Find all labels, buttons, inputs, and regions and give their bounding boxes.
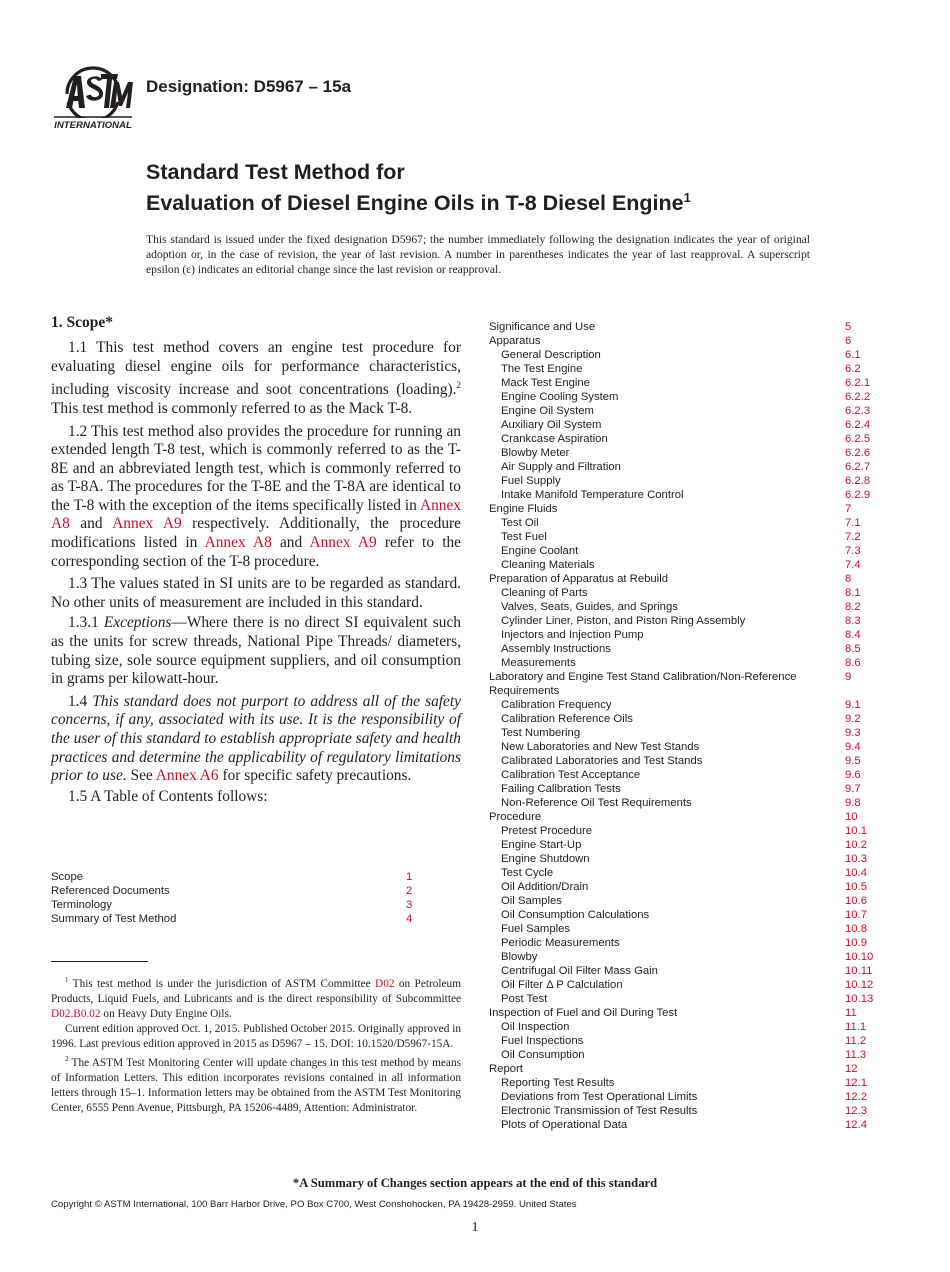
p14-italic: This standard does not purport to address all of the safety concerns, if any, associated with its use. It is the responsibility of the user of this standard to establish appropriate safety and health practices and determine the applicability of regulatory limitations prior to use. — [51, 692, 461, 785]
toc-entry-section-link[interactable]: 9.2 — [845, 713, 861, 725]
toc-entry-label: Oil Consumption Calculations — [501, 909, 650, 921]
toc-entry-section-link[interactable]: 10.10 — [845, 951, 874, 963]
p12-text-d: and — [271, 534, 310, 552]
toc-entry-label: Referenced Documents — [51, 885, 170, 897]
title-line-1: Standard Test Method for — [146, 160, 405, 184]
toc-entry-section-link[interactable]: 8.5 — [845, 643, 861, 655]
toc-entry-label: Intake Manifold Temperature Control — [501, 489, 684, 501]
title-line-2-text: Evaluation of Diesel Engine Oils in T-8 Diesel Engine — [146, 191, 684, 216]
p14-text-b: See — [126, 767, 156, 785]
toc-entry — [489, 376, 909, 390]
toc-entry-label: Centrifugal Oil Filter Mass Gain — [501, 965, 658, 977]
logo-wordmark: INTERNATIONAL — [54, 120, 132, 131]
toc-entry-section-link[interactable]: 10.5 — [845, 881, 867, 893]
toc-entry-label: Oil Samples — [501, 895, 562, 907]
toc-entry-label: Failing Calibration Tests — [501, 783, 621, 795]
toc-entry — [489, 628, 909, 642]
toc-entry-label: Cleaning Materials — [501, 559, 595, 571]
fn1-text-b: on Petroleum Products, Liquid Fuels, and Lubricants and is the direct responsibility of Subcommittee — [51, 977, 461, 1005]
toc-entry-section-link[interactable]: 9.7 — [845, 783, 861, 795]
toc-entry — [489, 656, 909, 670]
toc-entry-section-link[interactable]: 10.12 — [845, 979, 874, 991]
toc-entry-section-link[interactable]: 9.3 — [845, 727, 861, 739]
annex-a8-link[interactable]: Annex A8 — [51, 496, 461, 533]
footnotes — [51, 973, 461, 1116]
annex-a8-link-2[interactable]: Annex A8 — [204, 534, 272, 552]
toc-entry-label: Assembly Instructions — [501, 643, 611, 655]
toc-entry-section-link[interactable]: 6.2.1 — [845, 377, 871, 389]
p131-italic: Exceptions — [103, 614, 172, 632]
footnote-1 — [51, 973, 461, 1022]
toc-entry — [489, 362, 909, 376]
toc-entry-section-link[interactable]: 3 — [406, 899, 413, 911]
toc-entry-label: Oil Consumption — [501, 1049, 585, 1061]
toc-entry — [489, 908, 909, 922]
toc-entry — [51, 884, 416, 898]
toc-entry — [489, 712, 909, 726]
toc-entry — [489, 614, 909, 628]
toc-entry-section-link[interactable]: 12 — [845, 1063, 858, 1075]
annex-a9-link-2[interactable]: Annex A9 — [309, 534, 377, 552]
toc-entry — [489, 992, 909, 1006]
toc-entry-section-link[interactable]: 10.13 — [845, 993, 874, 1005]
toc-entry-section-link[interactable]: 6.2.9 — [845, 489, 871, 501]
footnote-2-mark: 2 — [65, 1054, 69, 1063]
toc-entry-section-link[interactable]: 2 — [406, 885, 413, 897]
toc-entry-section-link[interactable]: 10.2 — [845, 839, 867, 851]
toc-entry-section-link[interactable]: 8.3 — [845, 615, 861, 627]
toc-entry — [489, 1104, 909, 1118]
toc-entry — [51, 912, 416, 926]
toc-entry — [489, 460, 909, 474]
toc-entry-label: Procedure — [489, 811, 542, 823]
toc-entry-section-link[interactable]: 9.6 — [845, 769, 861, 781]
toc-entry-label: Summary of Test Method — [51, 913, 177, 925]
toc-entry-label: Engine Coolant — [501, 545, 579, 557]
toc-entry-section-link[interactable]: 10.1 — [845, 825, 867, 837]
toc-entry-section-link[interactable]: 6.2.2 — [845, 391, 871, 403]
toc-entry — [489, 1006, 909, 1020]
title-line-2 — [146, 185, 691, 216]
toc-entry-label: Post Test — [501, 993, 548, 1005]
committee-d02-link[interactable]: D02 — [375, 977, 395, 990]
toc-entry-label: Valves, Seats, Guides, and Springs — [501, 601, 678, 613]
toc-entry-label: Oil Inspection — [501, 1021, 570, 1033]
toc-entry-label: Electronic Transmission of Test Results — [501, 1105, 698, 1117]
toc-entry-label: Engine Cooling System — [501, 391, 619, 403]
toc-entry-section-link[interactable]: 7 — [845, 503, 852, 515]
toc-entry-section-link[interactable]: 12.2 — [845, 1091, 867, 1103]
toc-entry — [489, 782, 909, 796]
toc-entry-section-link[interactable]: 8.6 — [845, 657, 861, 669]
toc-entry — [489, 726, 909, 740]
toc-entry — [489, 964, 909, 978]
subcommittee-link[interactable]: D02.B0.02 — [51, 1007, 101, 1020]
toc-entry — [489, 642, 909, 656]
toc-entry — [489, 922, 909, 936]
toc-entry — [489, 600, 909, 614]
toc-entry — [489, 558, 909, 572]
toc-entry-section-link[interactable]: 10.6 — [845, 895, 867, 907]
toc-entry-label: Measurements — [501, 657, 576, 669]
toc-entry-section-link[interactable]: 5 — [845, 321, 852, 333]
p12-text-e: refer to the corresponding section of the T-8 procedure. — [51, 534, 461, 570]
toc-entry — [489, 1118, 909, 1132]
toc-entry-section-link[interactable]: 6.2.3 — [845, 405, 871, 417]
toc-entry-section-link[interactable]: 8 — [845, 573, 852, 585]
p131-num: 1.3.1 — [68, 614, 104, 632]
p14-text-c: for specific safety precautions. — [218, 767, 412, 785]
toc-entry-label: Mack Test Engine — [501, 377, 590, 389]
astm-logo — [52, 62, 134, 132]
toc-entry-section-link[interactable]: 9.1 — [845, 699, 861, 711]
toc-entry-label: New Laboratories and New Test Stands — [501, 741, 700, 753]
toc-entry-section-link[interactable]: 7.4 — [845, 559, 861, 571]
toc-entry — [489, 1020, 909, 1034]
toc-entry-label: Calibration Reference Oils — [501, 713, 633, 725]
toc-entry-section-link[interactable]: 10.11 — [845, 965, 873, 977]
toc-entry-section-link[interactable]: 7.3 — [845, 545, 861, 557]
toc-entry-section-link[interactable]: 7.1 — [845, 517, 861, 529]
toc-entry-section-link[interactable]: 11.1 — [845, 1021, 867, 1033]
toc-entry-label: Pretest Procedure — [501, 825, 593, 837]
fn2-text: The ASTM Test Monitoring Center will update changes in this test method by means of Information Letters. This edition incorporates revisions contained in all information letters through 15–1. Information letters may be obtained from the ASTM Test Monitoring Center, 6555 Penn Avenue, Pittsburgh, PA 15206-4489, Attention: Administrator. — [51, 1056, 461, 1114]
toc-entry-section-link[interactable]: 4 — [406, 913, 413, 925]
toc-entry — [489, 390, 909, 404]
toc-entry-section-link[interactable]: 1 — [406, 871, 413, 883]
toc-entry-label: Fuel Samples — [501, 923, 571, 935]
toc-entry — [489, 530, 909, 544]
designation: Designation: D5967 – 15a — [146, 77, 352, 96]
toc-entry-label: Calibrated Laboratories and Test Stands — [501, 755, 703, 767]
toc-entry-label: Engine Start-Up — [501, 839, 582, 851]
toc-entry-label: Terminology — [51, 899, 112, 911]
p14-num: 1.4 — [68, 692, 93, 710]
toc-entry-label: Reporting Test Results — [501, 1077, 615, 1089]
toc-entry — [489, 810, 909, 824]
fn1-text-a: This test method is under the jurisdiction of ASTM Committee — [68, 977, 376, 990]
annex-a9-link[interactable]: Annex A9 — [112, 515, 182, 533]
toc-entry-section-link[interactable]: 11.3 — [845, 1049, 867, 1061]
toc-entry — [489, 1048, 909, 1062]
toc-entry — [489, 432, 909, 446]
toc-entry-section-link[interactable]: 12.4 — [845, 1119, 867, 1131]
page-number: 1 — [471, 1220, 479, 1235]
toc-entry — [489, 334, 909, 348]
toc-entry-label: Deviations from Test Operational Limits — [501, 1091, 698, 1103]
toc-entry-section-link[interactable]: 10.9 — [845, 937, 867, 949]
toc-entry-section-link[interactable]: 6.2.4 — [845, 419, 871, 431]
toc-entry-label: Test Numbering — [501, 727, 581, 739]
toc-entry-section-link[interactable]: 8.4 — [845, 629, 861, 641]
toc-entry-section-link[interactable]: 10.7 — [845, 909, 867, 921]
toc-entry-label: Test Fuel — [501, 531, 547, 543]
toc-entry — [489, 516, 909, 530]
annex-a6-link[interactable]: Annex A6 — [155, 767, 219, 785]
toc-entry-label: Laboratory and Engine Test Stand Calibration/Non-Reference Requirements — [489, 671, 797, 697]
toc-entry — [489, 404, 909, 418]
paragraph-1-3: 1.3 The values stated in SI units are to be regarded as standard. No other units of measurement are included in this standard. — [51, 575, 461, 611]
toc-entry-section-link[interactable]: 6.2.8 — [845, 475, 871, 487]
scope-section — [51, 314, 461, 810]
toc-entry-section-link[interactable]: 8.2 — [845, 601, 861, 613]
toc-entry-label: Crankcase Aspiration — [501, 433, 608, 445]
p11-text: 1.1 This test method covers an engine test procedure for evaluating diesel engine oils for performance characteristics, including viscosity increase and soot concentrations (loading). — [51, 339, 461, 399]
toc-entry-label: Blowby — [501, 951, 538, 963]
toc-entry-label: Scope — [51, 871, 84, 883]
toc-entry-section-link[interactable]: 10.4 — [845, 867, 867, 879]
toc-entry-section-link[interactable]: 9 — [845, 671, 852, 683]
toc-entry — [489, 1062, 909, 1076]
toc-entry — [489, 670, 909, 698]
paragraph-1-1 — [51, 339, 461, 419]
toc-left — [51, 870, 416, 926]
toc-entry-label: Plots of Operational Data — [501, 1119, 628, 1131]
toc-entry — [489, 894, 909, 908]
document-title — [146, 160, 691, 216]
toc-entry-label: Preparation of Apparatus at Rebuild — [489, 573, 668, 585]
toc-entry — [489, 838, 909, 852]
toc-entry-section-link[interactable]: 9.4 — [845, 741, 861, 753]
paragraph-1-3-1 — [51, 614, 461, 688]
toc-entry-section-link[interactable]: 8.1 — [845, 587, 861, 599]
toc-entry — [489, 502, 909, 516]
toc-entry — [489, 754, 909, 768]
p11-text-b: This test method is commonly referred to as the Mack T-8. — [51, 399, 413, 417]
toc-entry — [489, 1034, 909, 1048]
toc-entry-section-link[interactable]: 10 — [845, 811, 858, 823]
toc-entry-section-link[interactable]: 11.2 — [845, 1035, 867, 1047]
issued-note: This standard is issued under the fixed designation D5967; the number immediately following the designation indicates the year of original adoption or, in the case of revision, the year of last revision. A number in parentheses indicates the year of last reapproval. A superscript epsilon (ε) indicates an editorial change since the last revision or reapproval. — [146, 233, 810, 276]
copyright: Copyright © ASTM International, 100 Barr Harbor Drive, PO Box C700, West Conshohocken, PA 19428-2959. United States — [51, 1199, 577, 1210]
toc-entry — [489, 796, 909, 810]
p131-rest: —Where there is no direct SI equivalent such as the units for screw threads, National Pipe Threads/ diameters, tubing size, sole source equipment suppliers, and oil consumption in grams per kilowatt-hour. — [51, 614, 461, 688]
toc-entry-label: Non-Reference Oil Test Requirements — [501, 797, 692, 809]
toc-entry-label: Oil Addition/Drain — [501, 881, 589, 893]
toc-entry — [489, 544, 909, 558]
toc-entry — [489, 446, 909, 460]
toc-entry-label: Test Cycle — [501, 867, 554, 879]
toc-entry-section-link[interactable]: 6.2 — [845, 363, 861, 375]
p12-text-b: and — [69, 515, 113, 533]
footnote-ref-2[interactable]: 2 — [456, 380, 461, 391]
toc-entry — [489, 320, 909, 334]
toc-entry-section-link[interactable]: 6 — [845, 335, 852, 347]
toc-entry — [489, 348, 909, 362]
summary-of-changes-note: *A Summary of Changes section appears at the end of this standard — [292, 1176, 658, 1190]
toc-entry-section-link[interactable]: 9.8 — [845, 797, 861, 809]
toc-entry-section-link[interactable]: 7.2 — [845, 531, 861, 543]
toc-entry-label: Significance and Use — [489, 321, 596, 333]
toc-entry-section-link[interactable]: 6.1 — [845, 349, 861, 361]
toc-entry — [489, 978, 909, 992]
toc-entry-label: Calibration Frequency — [501, 699, 612, 711]
toc-entry-label: Air Supply and Filtration — [501, 461, 621, 473]
toc-entry — [489, 824, 909, 838]
toc-entry — [489, 740, 909, 754]
toc-entry — [489, 936, 909, 950]
toc-entry — [489, 572, 909, 586]
toc-entry-section-link[interactable]: 10.3 — [845, 853, 867, 865]
toc-entry-label: Fuel Inspections — [501, 1035, 584, 1047]
toc-entry-label: Cylinder Liner, Piston, and Piston Ring Assembly — [501, 615, 746, 627]
toc-entry-label: Cleaning of Parts — [501, 587, 588, 599]
scope-heading: 1. Scope* — [51, 314, 113, 331]
paragraph-1-2 — [51, 423, 461, 572]
p12-text-a: 1.2 This test method also provides the procedure for running an extended length T-8 test, which is commonly referred to as the T-8E and an abbreviated length test, which is commonly referred to as T-8A. The procedures for the T-8E and the T-8A are identical to the T-8 with the exception of the items specifically listed in — [51, 422, 461, 514]
toc-entry-label: Report — [489, 1063, 523, 1075]
toc-entry-label: Auxiliary Oil System — [501, 419, 602, 431]
toc-entry-label: Calibration Test Acceptance — [501, 769, 641, 781]
toc-entry-label: Engine Oil System — [501, 405, 594, 417]
toc-right — [489, 320, 909, 1132]
footnote-rule — [51, 961, 148, 962]
footnote-1-mark: 1 — [65, 976, 69, 984]
toc-entry-section-link[interactable]: 10.8 — [845, 923, 867, 935]
toc-entry — [489, 488, 909, 502]
toc-entry-label: Blowby Meter — [501, 447, 570, 459]
title-footnote-mark: 1 — [683, 190, 691, 205]
toc-entry-label: The Test Engine — [501, 363, 583, 375]
toc-entry-label: Test Oil — [501, 517, 539, 529]
toc-entry-label: Fuel Supply — [501, 475, 561, 487]
toc-entry-label: Apparatus — [489, 335, 541, 347]
paragraph-1-5: 1.5 A Table of Contents follows: — [68, 787, 268, 805]
toc-entry — [489, 950, 909, 964]
toc-entry — [489, 586, 909, 600]
toc-entry — [51, 898, 416, 912]
toc-entry-label: Engine Fluids — [489, 503, 558, 515]
footnote-1-edition: Current edition approved Oct. 1, 2015. Published October 2015. Originally approved in 1996. Last previous edition approved in 2015 as D5967 – 15. DOI: 10.1520/D5967-15A. — [51, 1022, 461, 1050]
toc-entry-label: Engine Shutdown — [501, 853, 590, 865]
toc-entry — [489, 698, 909, 712]
toc-entry-section-link[interactable]: 6.2.5 — [845, 433, 871, 445]
toc-entry-section-link[interactable]: 6.2.6 — [845, 447, 871, 459]
toc-entry-section-link[interactable]: 11 — [845, 1007, 857, 1019]
toc-entry-label: Periodic Measurements — [501, 937, 620, 949]
toc-entry-label: Injectors and Injection Pump — [501, 629, 644, 641]
toc-entry-section-link[interactable]: 12.3 — [845, 1105, 867, 1117]
toc-entry-section-link[interactable]: 9.5 — [845, 755, 861, 767]
footnote-2 — [51, 1052, 461, 1116]
toc-entry — [489, 866, 909, 880]
paragraph-1-4 — [51, 693, 461, 786]
toc-entry — [489, 852, 909, 866]
toc-entry-label: Oil Filter Δ P Calculation — [501, 979, 623, 991]
toc-entry — [489, 418, 909, 432]
toc-entry — [489, 1090, 909, 1104]
toc-entry-label: Inspection of Fuel and Oil During Test — [489, 1007, 678, 1019]
toc-entry — [51, 870, 416, 884]
toc-entry-section-link[interactable]: 12.1 — [845, 1077, 867, 1089]
toc-entry — [489, 880, 909, 894]
toc-entry — [489, 474, 909, 488]
p12-text-c: respectively. Additionally, the procedure modifications listed in — [51, 515, 461, 552]
toc-entry — [489, 1076, 909, 1090]
fn1-text-c: on Heavy Duty Engine Oils. — [100, 1007, 232, 1020]
toc-entry-label: General Description — [501, 349, 601, 361]
toc-entry — [489, 768, 909, 782]
toc-entry-section-link[interactable]: 6.2.7 — [845, 461, 871, 473]
